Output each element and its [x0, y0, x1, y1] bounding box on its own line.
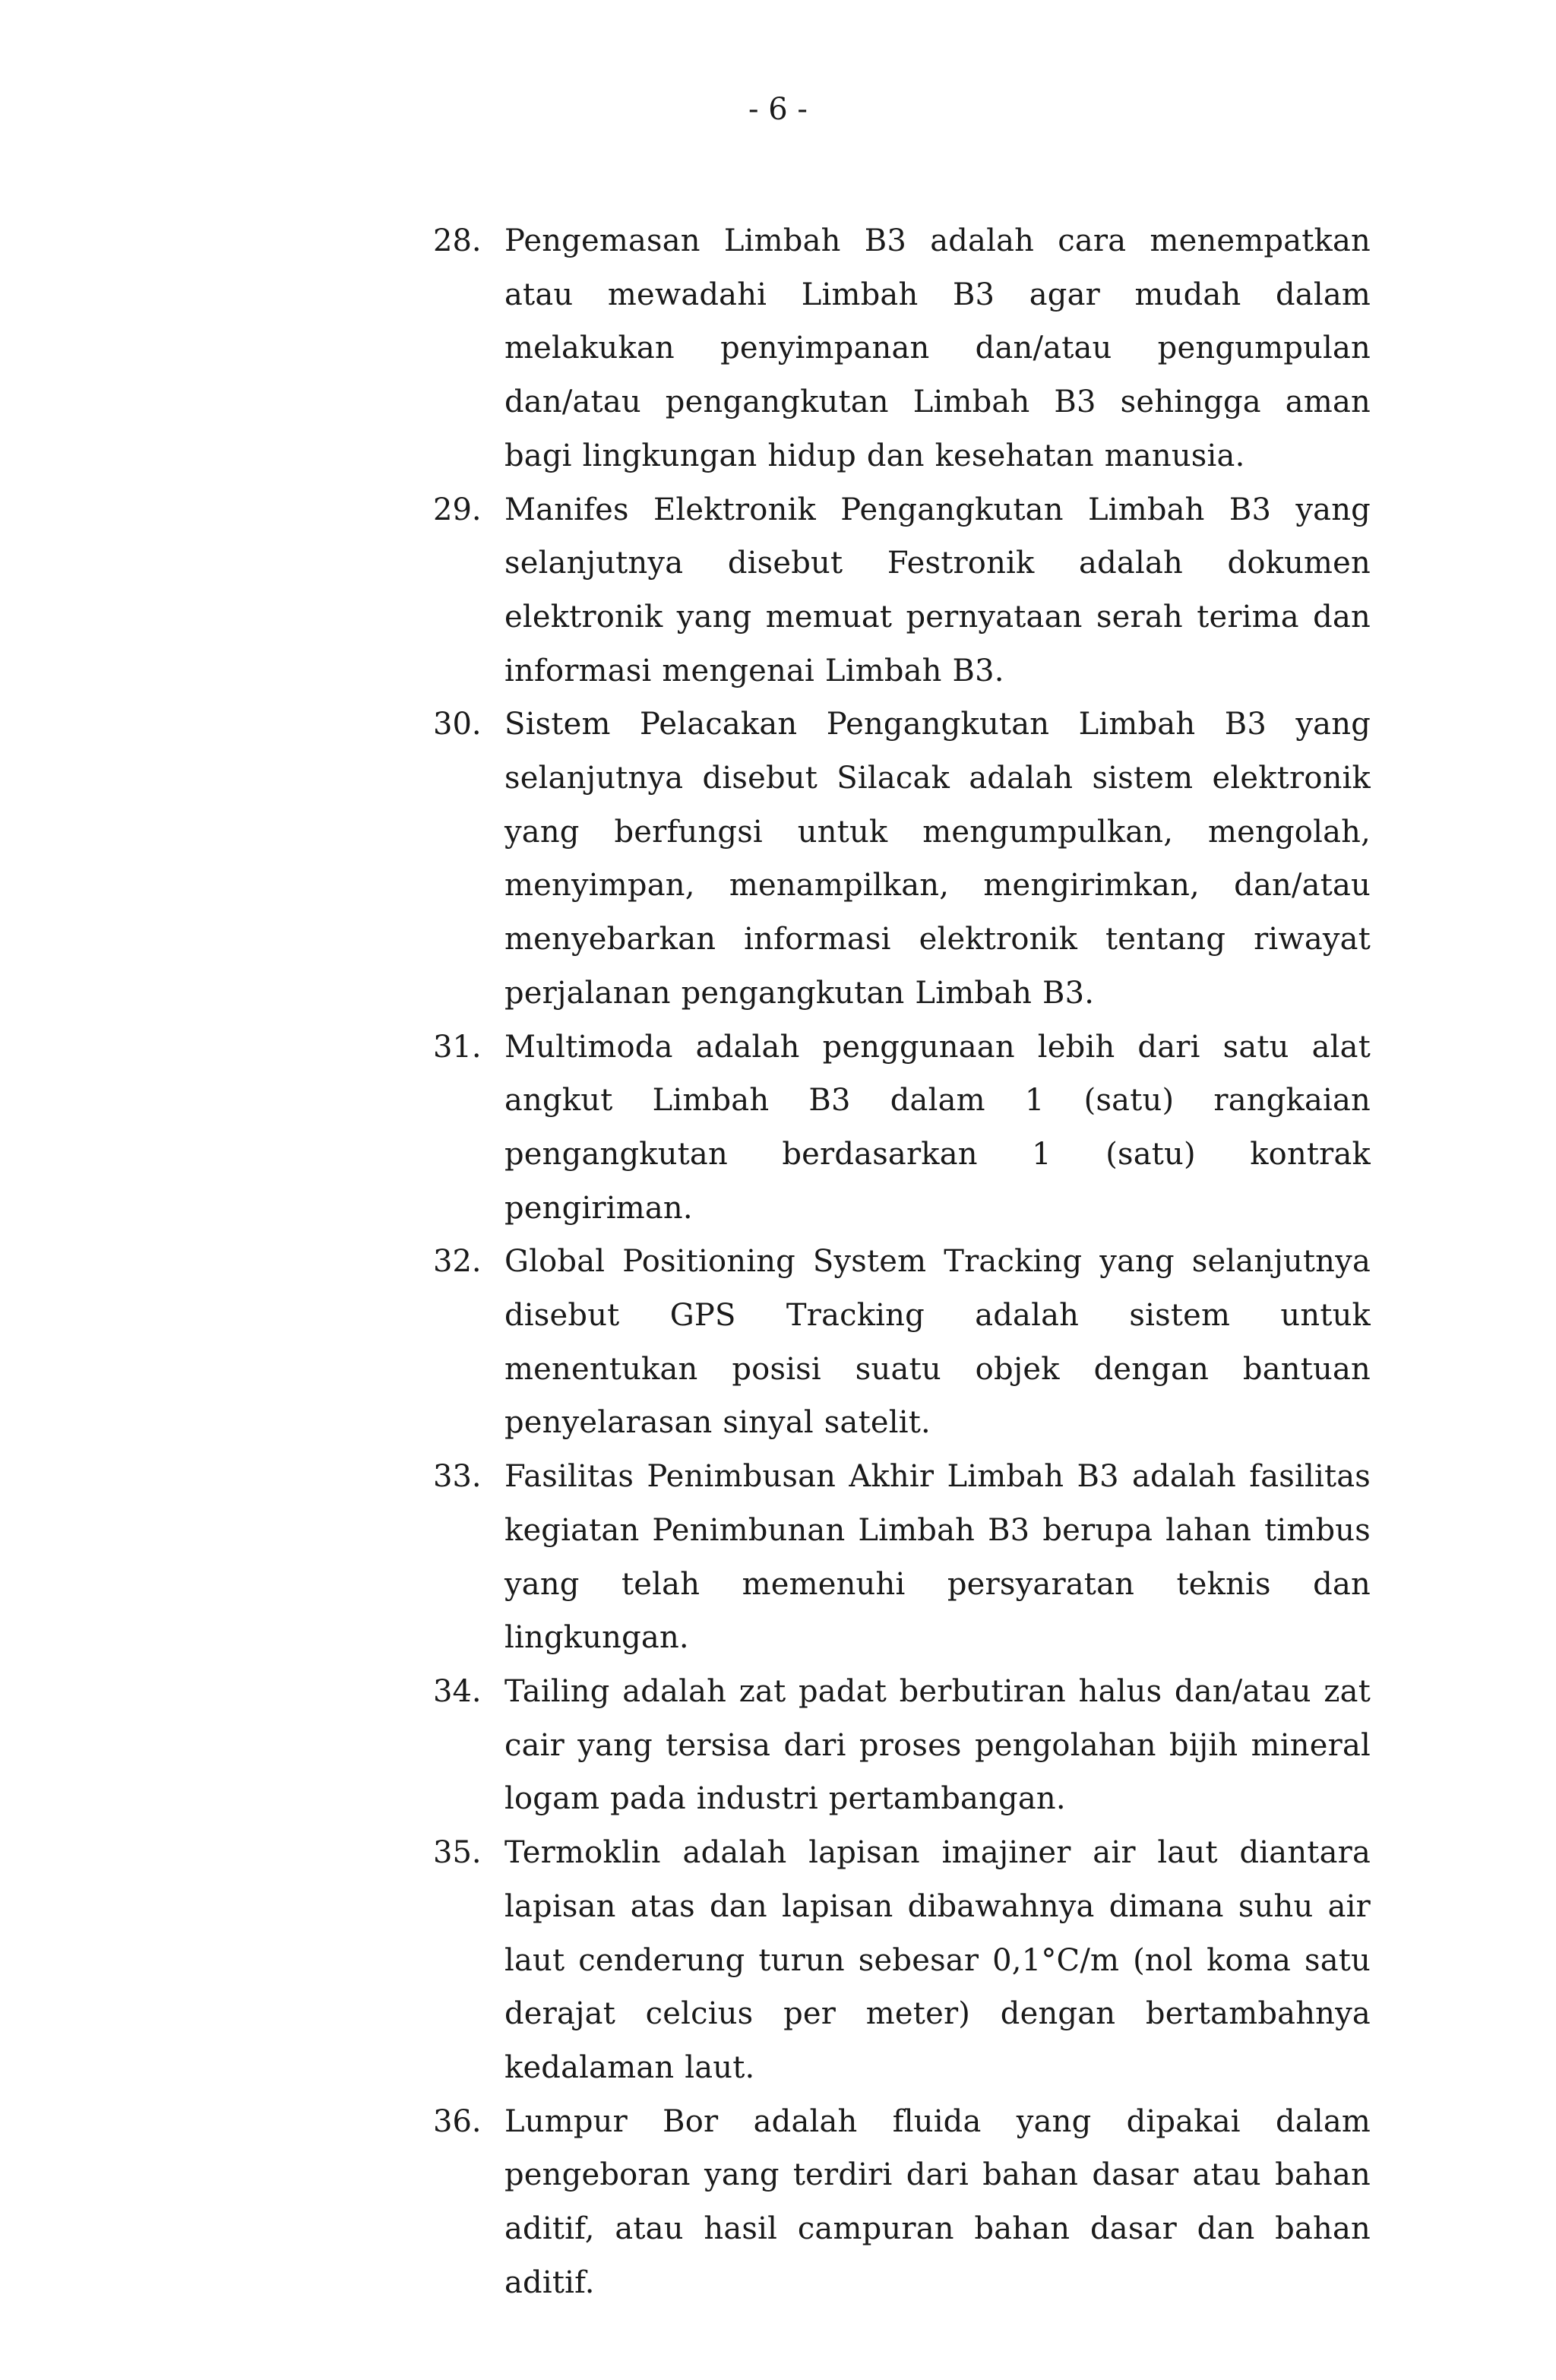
definition-number: 31.	[433, 1029, 482, 1065]
definition-number: 34.	[433, 1673, 482, 1709]
definition-number: 32.	[433, 1244, 482, 1280]
definition-list	[433, 214, 1371, 2309]
definition-text: Fasilitas Penimbusan Akhir Limbah B3 adalah fasilitas kegiatan Penimbunan Limbah B3 berupa lahan timbus yang telah memenuhi persyaratan teknis dan lingkungan.	[504, 1459, 1371, 1656]
definition-number: 30.	[433, 707, 482, 742]
definition-item-32	[433, 1235, 1371, 1450]
definition-number: 29.	[433, 492, 482, 527]
definition-text: Termoklin adalah lapisan imajiner air laut diantara lapisan atas dan lapisan dibawahnya dimana suhu air laut cenderung turun sebesar 0,1°C/m (nol koma satu derajat celcius per meter) dengan bertambahnya kedalaman laut.	[504, 1835, 1371, 2085]
definition-item-35	[433, 1826, 1371, 2095]
definition-number: 36.	[433, 2103, 482, 2139]
definition-item-28	[433, 214, 1371, 483]
definition-text: Manifes Elektronik Pengangkutan Limbah B3 yang selanjutnya disebut Festronik adalah dokumen elektronik yang memuat pernyataan serah terima dan informasi mengenai Limbah B3.	[504, 492, 1371, 688]
definition-text: Tailing adalah zat padat berbutiran halus dan/atau zat cair yang tersisa dari proses pengolahan bijih mineral logam pada industri pertambangan.	[504, 1673, 1371, 1817]
definition-item-31	[433, 1021, 1371, 1236]
definition-text: Pengemasan Limbah B3 adalah cara menempatkan atau mewadahi Limbah B3 agar mudah dalam melakukan penyimpanan dan/atau pengumpulan dan/atau pengangkutan Limbah B3 sehingga aman bagi lingkungan hidup dan kesehatan manusia.	[504, 223, 1371, 473]
definition-number: 28.	[433, 223, 482, 258]
definition-number: 33.	[433, 1459, 482, 1495]
definition-item-30	[433, 698, 1371, 1020]
page-number: - 6 -	[748, 92, 808, 127]
definition-number: 35.	[433, 1835, 482, 1871]
definition-text: Lumpur Bor adalah fluida yang dipakai dalam pengeboran yang terdiri dari bahan dasar atau bahan aditif, atau hasil campuran bahan dasar dan bahan aditif.	[504, 2103, 1371, 2300]
definition-item-33	[433, 1450, 1371, 1665]
definition-text: Multimoda adalah penggunaan lebih dari satu alat angkut Limbah B3 dalam 1 (satu) rangkaian pengangkutan berdasarkan 1 (satu) kontrak pengiriman.	[504, 1029, 1371, 1226]
definition-text: Global Positioning System Tracking yang selanjutnya disebut GPS Tracking adalah sistem untuk menentukan posisi suatu objek dengan bantuan penyelarasan sinyal satelit.	[504, 1244, 1371, 1441]
definition-text: Sistem Pelacakan Pengangkutan Limbah B3 yang selanjutnya disebut Silacak adalah sistem elektronik yang berfungsi untuk mengumpulkan, mengolah, menyimpan, menampilkan, mengirimkan, dan/atau menyebarkan informasi elektronik tentang riwayat perjalanan pengangkutan Limbah B3.	[504, 707, 1371, 1011]
definition-item-34	[433, 1665, 1371, 1826]
definition-item-36	[433, 2095, 1371, 2310]
definition-item-29	[433, 483, 1371, 698]
